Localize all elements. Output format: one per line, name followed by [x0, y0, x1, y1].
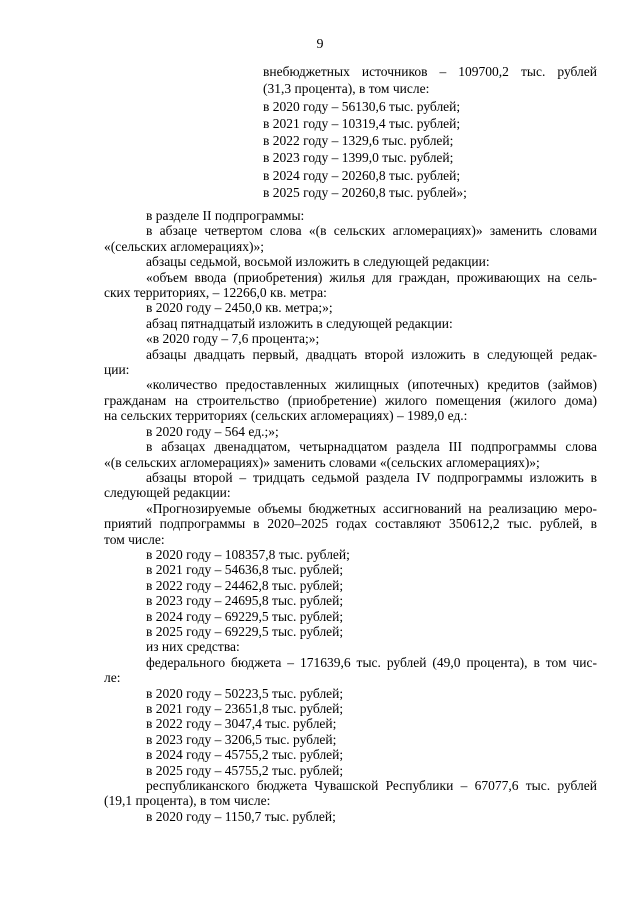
text-line: гражданам на строительство (приобретение) жилого помещения (жилого дома) — [104, 392, 597, 408]
text-line: «в 2020 году – 7,6 процента;»; — [146, 331, 320, 347]
text-line: в 2023 году – 24695,8 тыс. рублей; — [146, 593, 344, 609]
text-line: следующей редакции: — [104, 485, 231, 501]
text-line: в 2021 году – 23651,8 тыс. рублей; — [146, 701, 344, 716]
funding-continuation-block — [263, 63, 597, 201]
text-line: на сельских территориях (сельских агломерациях) – 1989,0 ед.: — [104, 408, 468, 424]
text-line: в абзаце четвертом слова «(в сельских агломерациях)» заменить словами — [146, 223, 597, 239]
text-line: (31,3 процента), в том числе: — [263, 81, 430, 97]
text-line: в 2024 году – 20260,8 тыс. рублей; — [263, 167, 461, 183]
text-line: ских территориях, – 12266,0 кв. метра: — [104, 285, 327, 301]
text-line: абзац пятнадцатый изложить в следующей редакции: — [146, 315, 453, 331]
text-line: в 2021 году – 54636,8 тыс. рублей; — [146, 562, 344, 578]
text-line: «(сельских агломерациях)»; — [104, 238, 264, 254]
text-line: «Прогнозируемые объемы бюджетных ассигнований на реализацию меро- — [146, 500, 597, 516]
text-line: абзацы второй – тридцать седьмой раздела IV подпрограммы изложить в — [146, 469, 597, 485]
text-line: в 2024 году – 69229,5 тыс. рублей; — [146, 608, 344, 624]
text-line: ции: — [104, 362, 130, 378]
text-line: том числе: — [104, 531, 165, 547]
document-body — [104, 208, 597, 824]
text-line: внебюджетных источников – 109700,2 тыс. рублей — [263, 64, 597, 79]
text-line: в 2023 году – 1399,0 тыс. рублей; — [263, 150, 454, 166]
text-line: в 2023 году – 3206,5 тыс. рублей; — [146, 731, 337, 747]
text-line: республиканского бюджета Чувашской Республики – 67077,6 тыс. рублей — [146, 778, 597, 794]
text-line: в 2025 году – 20260,8 тыс. рублей»; — [263, 185, 467, 201]
text-line: федерального бюджета – 171639,6 тыс. рублей (49,0 процента), в том чис- — [146, 654, 597, 670]
text-line: «количество предоставленных жилищных (ипотечных) кредитов (займов) — [146, 377, 597, 393]
text-line: в 2022 году – 24462,8 тыс. рублей; — [146, 577, 344, 593]
text-line: в 2024 году – 45755,2 тыс. рублей; — [146, 747, 344, 763]
text-line: в 2022 году – 3047,4 тыс. рублей; — [146, 716, 337, 732]
text-line: в 2020 году – 56130,6 тыс. рублей; — [263, 98, 461, 114]
text-line: в 2021 году – 10319,4 тыс. рублей; — [263, 115, 461, 131]
page-number: 9 — [316, 37, 324, 52]
text-line: в 2020 году – 2450,0 кв. метра;»; — [146, 300, 333, 316]
text-line: «(в сельских агломерациях)» заменить словами «(сельских агломерациях)»; — [104, 454, 540, 470]
text-line: в 2025 году – 45755,2 тыс. рублей; — [146, 762, 344, 778]
text-line: в 2020 году – 564 ед.;»; — [146, 423, 279, 439]
text-line: «объем ввода (приобретения) жилья для граждан, проживающих на сель- — [146, 269, 597, 285]
text-line: приятий подпрограммы в 2020–2025 годах составляют 350612,2 тыс. рублей, в — [104, 516, 597, 532]
text-line: в разделе II подпрограммы: — [146, 208, 305, 223]
text-line: в 2025 году – 69229,5 тыс. рублей; — [146, 623, 344, 639]
text-line: ле: — [104, 670, 121, 686]
text-line: в 2020 году – 1150,7 тыс. рублей; — [146, 808, 336, 824]
text-line: (19,1 процента), в том числе: — [104, 793, 271, 809]
text-line: абзацы двадцать первый, двадцать второй изложить в следующей редак- — [146, 346, 597, 362]
text-line: в 2022 году – 1329,6 тыс. рублей; — [263, 133, 454, 149]
text-line: абзацы седьмой, восьмой изложить в следующей редакции: — [146, 254, 490, 270]
text-line: из них средства: — [146, 639, 240, 655]
text-line: в абзацах двенадцатом, четырнадцатом раздела III подпрограммы слова — [146, 439, 597, 455]
text-line: в 2020 году – 108357,8 тыс. рублей; — [146, 546, 350, 562]
text-line: в 2020 году – 50223,5 тыс. рублей; — [146, 685, 344, 701]
